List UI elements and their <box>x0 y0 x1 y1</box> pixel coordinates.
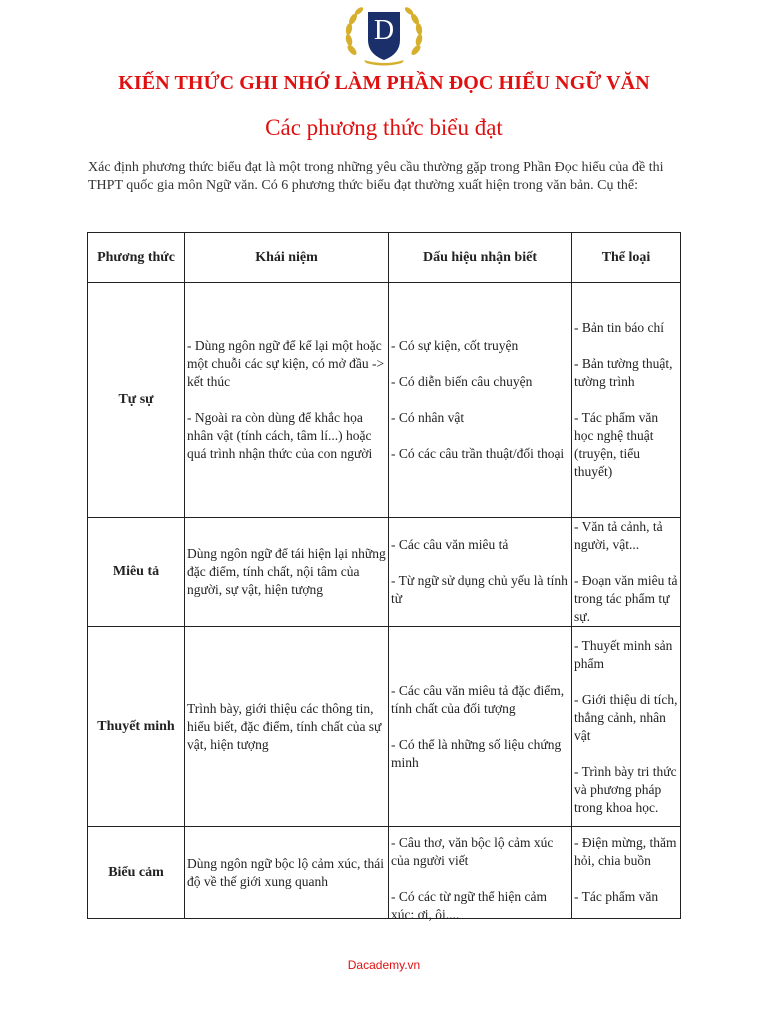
page-title: KIẾN THỨC GHI NHỚ LÀM PHẦN ĐỌC HIỂU NGỮ VĂN <box>118 72 650 94</box>
sign-text: - Có các câu trần thuật/đối thoại <box>391 446 565 461</box>
sign-text: - Có sự kiện, cốt truyện <box>391 338 519 353</box>
genres-cell <box>572 283 681 518</box>
genre-text: - Văn tả cảnh, tả người, vật... <box>574 519 663 552</box>
table-row <box>88 518 681 627</box>
sign-text: - Câu thơ, văn bộc lộ cảm xúc của người viết <box>391 834 554 868</box>
genre-text: - Thuyết minh sản phẩm <box>574 637 673 671</box>
concept-text: Dùng ngôn ngữ để tái hiện lại những đặc điểm, tính chất, nội tâm của người, sự vật, hiện tượng <box>187 546 386 597</box>
signs-cell <box>389 827 572 922</box>
sign-text: - Các câu văn miêu tả đặc điểm, tính chất của đối tượng <box>391 682 565 716</box>
dacademy-logo <box>340 4 428 66</box>
genre-text: - Giới thiệu di tích, thắng cảnh, nhân vật <box>574 691 678 743</box>
sign-text: - Từ ngữ sử dụng chủ yếu là tính từ <box>391 573 568 606</box>
intro-paragraph: Xác định phương thức biểu đạt là một trong những yêu cầu thường gặp trong Phần Đọc hiểu của đề thi THPT quốc gia môn Ngữ văn. Có 6 phương thức biểu đạt thường xuất hiện trong văn bản. Cụ thể: <box>88 160 664 193</box>
method-name: Tự sự <box>88 283 185 518</box>
genre-text: - Tác phẩm văn <box>574 888 659 904</box>
genres-cell <box>572 827 681 919</box>
sign-text: - Các câu văn miêu tả <box>391 537 509 552</box>
logo-letter: D <box>373 15 395 46</box>
sign-text: - Có nhân vật <box>391 410 465 425</box>
page-subtitle: Các phương thức biểu đạt <box>265 115 503 140</box>
table-row <box>88 827 681 919</box>
method-name: Thuyết minh <box>88 627 185 827</box>
signs-cell <box>389 627 572 827</box>
concept-text: - Ngoài ra còn dùng để khắc họa nhân vật (tính cách, tâm lí...) hoặc quá trình nhận thức của con người <box>187 410 373 461</box>
sign-text: - Có diễn biến câu chuyện <box>391 374 533 389</box>
header-method: Phương thức <box>88 233 185 283</box>
genre-text: - Đoạn văn miêu tả trong tác phẩm tự sự. <box>574 573 678 624</box>
concept-text: Trình bày, giới thiệu các thông tin, hiểu biết, đặc điểm, tính chất của sự vật, hiện tượng <box>187 700 382 752</box>
table-row <box>88 627 681 827</box>
genre-text: - Trình bày tri thức và phương pháp trong khoa học. <box>574 763 677 815</box>
header-concept: Khái niệm <box>185 233 389 283</box>
header-genres: Thể loại <box>572 233 681 283</box>
concept-cell <box>185 283 389 518</box>
genre-text: - Bản tường thuật, tường trình <box>574 356 673 389</box>
genre-text: - Bản tin báo chí <box>574 320 664 335</box>
footer-website: Dacademy.vn <box>347 958 421 972</box>
genres-cell <box>572 627 681 827</box>
method-name: Miêu tả <box>88 518 185 627</box>
table-header-row <box>88 233 681 283</box>
table-row <box>88 283 681 518</box>
header-signs: Dấu hiệu nhận biết <box>389 233 572 283</box>
genre-text: - Tác phẩm văn học nghệ thuật (truyện, tiểu thuyết) <box>574 410 659 479</box>
signs-cell <box>389 518 572 627</box>
sign-text: - Có thể là những số liệu chứng minh <box>391 736 562 770</box>
concept-text: Dùng ngôn ngữ bộc lộ cảm xúc, thái độ về thế giới xung quanh <box>187 855 385 889</box>
concept-text: - Dùng ngôn ngữ để kể lại một hoặc một chuỗi các sự kiện, có mở đầu -> kết thúc <box>187 338 385 389</box>
genres-cell <box>572 518 681 627</box>
methods-table <box>87 232 681 922</box>
method-name: Biểu cảm <box>88 827 185 919</box>
signs-cell <box>389 283 572 518</box>
concept-cell <box>185 627 389 827</box>
concept-cell <box>185 518 389 627</box>
sign-text: - Có các từ ngữ thể hiện cảm xúc: ơi, ôi.... <box>391 888 547 922</box>
concept-cell <box>185 827 389 919</box>
genre-text: - Điện mừng, thăm hỏi, chia buồn <box>574 834 677 868</box>
